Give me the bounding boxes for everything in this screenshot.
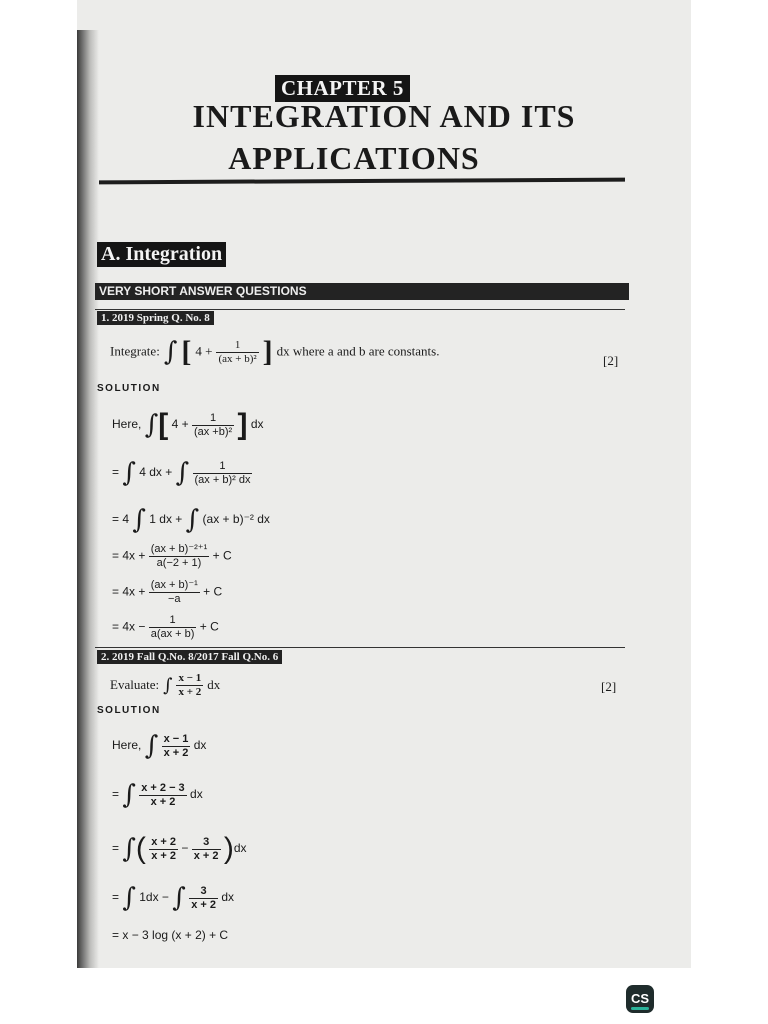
section-heading: A. Integration [97,242,226,267]
q2-s2-den2: x + 2 [193,849,219,862]
q1-s5-num: 1 [149,614,197,628]
paren-close: ) [223,832,234,865]
q2-s2-tail: dx [233,841,247,856]
q2-s1-num: x + 2 − 3 [141,781,185,794]
q1-s3-tail: + C [212,548,232,563]
q1-s5-fraction [149,614,197,641]
q2-s1-tail: dx [190,787,203,802]
q1-tail: dx where a and b are constants. [276,343,440,359]
q1-tag: 1. 2019 Spring Q. No. 8 [97,311,214,325]
q1-s3-term: 4x + [122,548,146,563]
q1-s4-tail: + C [203,584,223,599]
q1-s0-tail: dx [250,417,264,432]
q2-s3-num: 3 [189,885,218,899]
minus-sign: − [181,841,189,856]
scanned-page [77,0,691,968]
q1-s0-num: 1 [192,412,234,426]
q2-tail: dx [207,677,221,693]
integral-sign-icon: ∫ [163,337,178,367]
equals-sign: = [112,890,120,905]
q2-s0-tail: dx [193,738,207,753]
integral-sign-icon: ∫ [122,834,136,864]
q1-here: Here, [112,417,142,432]
q2-step0 [112,731,206,761]
q2-s2-fraction1 [149,836,178,863]
q2-frac-num: x − 1 [178,672,202,684]
q1-solution-label: SOLUTION [97,383,161,394]
integral-sign-icon: ∫ [185,505,200,535]
q2-lead: Evaluate: [110,677,160,693]
q1-s0-den: (ax +b)² [193,425,233,438]
q2-s1-den: x + 2 [150,795,176,808]
chapter-label: CHAPTER 5 [275,75,410,102]
q1-s3-den: a(−2 + 1) [156,557,202,569]
q1-s2-coef: 4 [122,512,130,527]
q2-s2-den1: x + 2 [151,849,177,862]
q1-s1-term: 4 dx + [139,465,173,480]
paren-open: ( [135,832,146,865]
q1-frac-num: 1 [216,339,258,353]
q1-s1-fraction [193,460,253,487]
q2-s3-fraction [189,885,218,912]
q2-step4 [112,928,228,942]
q2-statement [110,672,220,699]
q1-s4-term: 4x + [122,584,146,599]
q1-s3-num: (ax + b)⁻²⁺¹ [150,543,208,555]
q2-s3-tail: dx [221,890,234,905]
bracket-close: ] [237,408,248,441]
equals-sign: = [112,584,120,599]
q1-s4-den: −a [167,593,181,605]
q1-s2-term: 1 dx + [149,512,183,527]
integral-sign-icon: ∫ [175,458,190,488]
q1-lead: Integrate: [110,343,160,359]
q2-solution-label: SOLUTION [97,705,161,716]
q2-s3-den: x + 2 [191,898,216,911]
q1-step1 [112,458,252,488]
q1-step3 [112,543,232,570]
equals-sign: = [112,928,120,942]
q1-s1-den: (ax + b)² dx [194,473,251,486]
equals-sign: = [112,619,120,634]
q1-fraction [216,339,258,366]
chapter-title-line1: INTEGRATION AND ITS [192,98,576,134]
equals-sign: = [112,465,120,480]
integral-sign-icon: ∫ [122,458,136,488]
q1-s3-fraction [149,543,210,570]
integral-sign-icon: ∫ [144,731,159,761]
q2-s1-fraction [139,782,186,809]
q1-s1-num: 1 [193,460,253,474]
bracket-open: [ [158,408,169,441]
q2-rule [95,647,625,648]
q1-s4-fraction [149,579,200,606]
q1-s5-tail: + C [199,619,219,634]
bracket-open: [ [181,335,192,368]
q2-s2-num2: 3 [192,836,221,850]
q1-integrand-a: 4 + [195,343,213,359]
q2-frac-den: x + 2 [178,686,202,698]
q2-s3-term: 1dx − [139,890,169,905]
q2-here: Here, [112,738,142,753]
equals-sign: = [112,787,120,802]
q2-step1 [112,780,203,810]
chapter-title-line2: APPLICATIONS [228,140,480,176]
band-underline [95,309,625,310]
q2-s2-num1: x + 2 [151,835,177,848]
q1-step0 [112,408,264,442]
q2-s4-result: x − 3 log (x + 2) + C [122,928,229,942]
q2-s2-fraction2 [192,836,221,863]
q2-marks: [2] [601,679,617,694]
q1-s5-den: a(ax + b) [150,628,195,640]
q1-s2-term2: (ax + b)⁻² dx [202,512,270,527]
q1-s5-term: 4x − [122,619,146,634]
q1-marks: [2] [603,353,619,368]
equals-sign: = [112,548,120,563]
bracket-close: ] [262,335,273,368]
q1-statement [110,335,439,369]
q1-s0-term: 4 + [171,417,189,432]
q2-s0-num: x − 1 [163,732,189,745]
integral-sign-icon: ∫ [132,505,146,535]
integral-sign-icon: ∫ [122,883,136,913]
equals-sign: = [112,512,120,527]
q1-step4 [112,579,222,606]
integral-sign-icon: ∫ [172,883,186,913]
q2-step3 [112,883,234,913]
equals-sign: = [112,841,120,856]
q2-fraction [176,672,203,699]
q2-s0-fraction [162,733,191,760]
q1-frac-den: (ax + b)² [218,352,257,365]
camscanner-logo-icon: CS [626,985,654,1013]
integral-sign-icon: ∫ [122,780,136,810]
q2-tag: 2. 2019 Fall Q.No. 8/2017 Fall Q.No. 6 [97,650,282,664]
question-type-band: VERY SHORT ANSWER QUESTIONS [95,283,629,300]
q1-step5 [112,614,219,641]
title-divider [99,178,625,185]
q1-s0-fraction [192,412,234,439]
integral-sign-icon: ∫ [163,675,173,696]
q1-s4-num: (ax + b)⁻¹ [150,579,198,591]
integral-sign-icon: ∫ [144,410,159,440]
q2-s0-den: x + 2 [163,746,189,759]
q2-step2 [112,832,247,866]
q1-step2 [112,505,270,535]
